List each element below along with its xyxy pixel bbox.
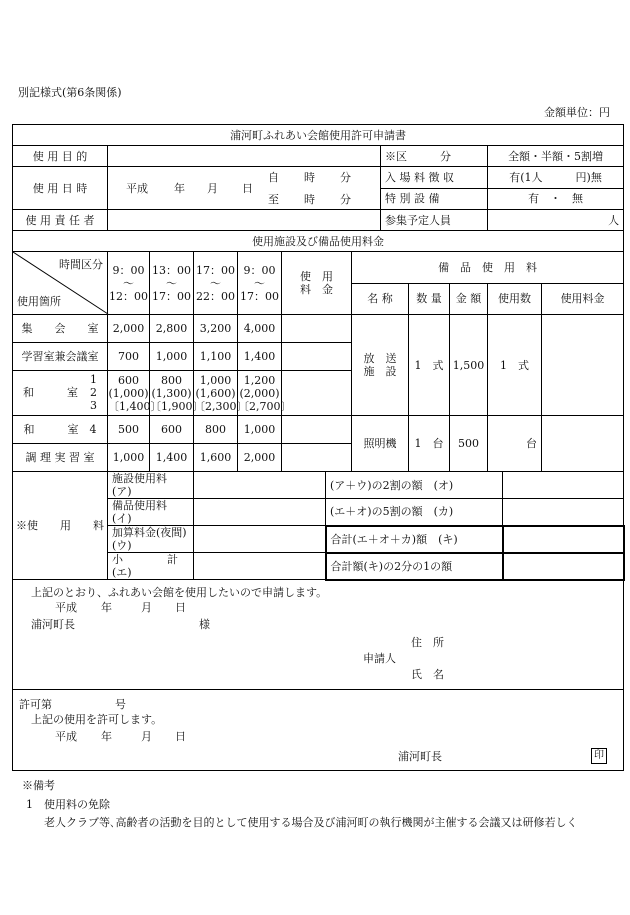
permit-text: 上記の使用を許可します。 bbox=[31, 712, 163, 726]
fee-calc-field[interactable] bbox=[503, 499, 624, 526]
table-row bbox=[13, 416, 624, 444]
application-text: 上記のとおり、ふれあい会館を使用したいので申請します。 bbox=[31, 585, 328, 599]
equip-col-price: 金 額 bbox=[450, 283, 488, 315]
manager-field[interactable] bbox=[108, 210, 381, 231]
fee-calc-field[interactable] bbox=[503, 472, 624, 499]
day: 日 bbox=[242, 182, 253, 195]
room-fee: 800 bbox=[194, 416, 238, 444]
app-month: 月 bbox=[141, 600, 152, 614]
form-title: 浦河町ふれあい会館使用許可申請書 bbox=[13, 125, 624, 146]
slot-start: 13：00 bbox=[152, 263, 191, 277]
permit-year: 年 bbox=[101, 729, 112, 743]
equip-used[interactable]: 台 bbox=[488, 416, 542, 472]
room-fee: 1,600 bbox=[194, 444, 238, 472]
admission-value[interactable]: 有(1人 円)無 bbox=[488, 167, 624, 189]
name-label: 氏 名 bbox=[411, 667, 444, 681]
year: 年 bbox=[174, 182, 185, 195]
slot-tilde: ～ bbox=[254, 276, 265, 290]
equip-fee-field[interactable] bbox=[542, 315, 624, 416]
room-sub: 1 bbox=[90, 373, 97, 386]
room-name: 調 理 実 習 室 bbox=[13, 444, 108, 472]
equip-qty: 1 台 bbox=[409, 416, 450, 472]
room-name: 集 会 室 bbox=[13, 315, 108, 343]
application-form-table bbox=[12, 124, 625, 771]
room-name: 和 室 4 bbox=[13, 416, 108, 444]
equip-price: 1,500 bbox=[450, 315, 488, 416]
class-value[interactable]: 全額・半額・5割増 bbox=[488, 146, 624, 167]
room-fee: 1,000 bbox=[150, 343, 194, 371]
room-fee: 1,400 bbox=[238, 343, 282, 371]
diagonal-header bbox=[13, 252, 108, 315]
room-fee: 2,800 bbox=[150, 315, 194, 343]
room-fee: 600 bbox=[150, 416, 194, 444]
slot-start: 17：00 bbox=[196, 263, 235, 277]
permit-go: 号 bbox=[115, 697, 126, 711]
slot-tilde: ～ bbox=[123, 276, 134, 290]
permit-section bbox=[13, 689, 624, 770]
mayor-label: 浦河町長 bbox=[398, 749, 442, 763]
room-fee: 1,100 bbox=[194, 343, 238, 371]
room-fee: 800 (1,300) 〔1,900〕 bbox=[150, 371, 194, 416]
location-label: 使用箇所 bbox=[17, 295, 61, 308]
date-field[interactable] bbox=[108, 167, 381, 210]
room-sub: 2 bbox=[90, 386, 97, 399]
slot-tilde: ～ bbox=[210, 276, 221, 290]
addressee: 浦河町長 bbox=[31, 617, 75, 631]
slot-end: 17：00 bbox=[152, 289, 191, 303]
equipment-header: 備 品 使 用 料 bbox=[352, 252, 624, 284]
fee-item-field[interactable] bbox=[194, 499, 326, 526]
fee-calc: (ア＋ウ)の2割の額 (オ) bbox=[326, 472, 503, 499]
equip-col-qty: 数 量 bbox=[409, 283, 450, 315]
slot-3 bbox=[194, 252, 238, 315]
fee-item-field[interactable] bbox=[194, 553, 326, 580]
fee-calc-total: 合計(エ＋オ＋カ)額 (キ) bbox=[326, 526, 503, 553]
app-day: 日 bbox=[175, 600, 186, 614]
honorific: 様 bbox=[199, 617, 210, 631]
permit-no-label: 許可第 bbox=[19, 697, 52, 711]
equip-qty: 1 式 bbox=[409, 315, 450, 416]
slot-end: 17：00 bbox=[240, 289, 279, 303]
fee-calc: (エ＋オ)の5割の額 (カ) bbox=[326, 499, 503, 526]
permit-era: 平成 bbox=[55, 729, 77, 743]
date-label: 使 用 日 時 bbox=[13, 167, 108, 210]
equip-col-fee: 使用料金 bbox=[542, 283, 624, 315]
special-value[interactable]: 有 ・ 無 bbox=[488, 188, 624, 210]
notes-item1: 1 使用料の免除 bbox=[26, 798, 110, 811]
app-year: 年 bbox=[101, 600, 112, 614]
room-fee: 2,000 bbox=[238, 444, 282, 472]
room-fee: 1,000 bbox=[108, 444, 150, 472]
slot-2 bbox=[150, 252, 194, 315]
table-row bbox=[13, 315, 624, 343]
fee-item: 備品使用料 (イ) bbox=[108, 499, 194, 526]
to-minute: 分 bbox=[340, 193, 351, 206]
equip-fee-field[interactable] bbox=[542, 416, 624, 472]
room-fee: 700 bbox=[108, 343, 150, 371]
fee-item: 加算料金(夜間)(ウ) bbox=[108, 526, 194, 553]
room-name-japanese bbox=[13, 371, 108, 416]
fee-item-field[interactable] bbox=[194, 526, 326, 553]
purpose-label: 使 用 目 的 bbox=[13, 146, 108, 167]
slot-end: 22：00 bbox=[196, 289, 235, 303]
form-reference: 別記様式(第6条関係) bbox=[18, 86, 122, 99]
attendees-label: 参集予定人員 bbox=[381, 210, 488, 231]
fee-calc-total-field[interactable] bbox=[503, 526, 624, 553]
room-fee: 1,200 (2,000) 〔2,700〕 bbox=[238, 371, 282, 416]
room-fee-field[interactable] bbox=[282, 444, 352, 472]
permit-day: 日 bbox=[175, 729, 186, 743]
fee-item: 小 計(エ) bbox=[108, 553, 194, 580]
room-fee: 500 bbox=[108, 416, 150, 444]
fee-item: 施設使用料 (ア) bbox=[108, 472, 194, 499]
purpose-field[interactable] bbox=[108, 146, 381, 167]
to-hour: 時 bbox=[304, 193, 315, 206]
equip-col-used: 使用数 bbox=[488, 283, 542, 315]
equip-col-name: 名 称 bbox=[352, 283, 409, 315]
application-section bbox=[13, 580, 624, 690]
special-label: 特 別 設 備 bbox=[381, 188, 488, 210]
amount-unit: 金額単位：円 bbox=[544, 106, 610, 119]
room-fee-field[interactable] bbox=[282, 371, 352, 416]
to: 至 bbox=[268, 193, 279, 206]
slot-start: 9：00 bbox=[112, 263, 145, 277]
slot-end: 12：00 bbox=[109, 289, 148, 303]
room-fee: 600 (1,000) 〔1,400〕 bbox=[108, 371, 150, 416]
attendees-value[interactable]: 人 bbox=[488, 210, 624, 231]
from-minute: 分 bbox=[340, 171, 351, 184]
fee-calc-half: 合計額(キ)の2分の1の額 bbox=[326, 553, 503, 580]
slot-start: 9：00 bbox=[243, 263, 276, 277]
month: 月 bbox=[207, 182, 218, 195]
time-category-label: 時間区分 bbox=[59, 258, 103, 271]
equip-used[interactable]: 1 式 bbox=[488, 315, 542, 416]
from-hour: 時 bbox=[304, 171, 315, 184]
room-fee-field[interactable] bbox=[282, 343, 352, 371]
room-fee: 3,200 bbox=[194, 315, 238, 343]
room-name: 学習室兼会議室 bbox=[13, 343, 108, 371]
fee-calc-half-field[interactable] bbox=[503, 553, 624, 580]
notes-item1-text: 老人クラブ等､高齢者の活動を目的として使用する場合及び浦河町の執行機関が主催する会議又は研修若しく bbox=[44, 816, 578, 829]
fee-item-field[interactable] bbox=[194, 472, 326, 499]
room-sub: 3 bbox=[90, 399, 97, 412]
room-fee: 1,400 bbox=[150, 444, 194, 472]
notes-title: ※備考 bbox=[22, 779, 55, 792]
room-name: 和 室 bbox=[23, 386, 78, 399]
room-fee-field[interactable] bbox=[282, 315, 352, 343]
room-fee: 1,000 bbox=[238, 416, 282, 444]
applicant-label: 申請人 bbox=[363, 651, 396, 665]
address-label: 住 所 bbox=[411, 635, 444, 649]
seal-icon: 印 bbox=[591, 748, 607, 764]
room-fee: 1,000 (1,600) 〔2,300〕 bbox=[194, 371, 238, 416]
fee-label: ※使 用 料 bbox=[13, 472, 108, 580]
room-fee-field[interactable] bbox=[282, 416, 352, 444]
from: 自 bbox=[268, 171, 279, 184]
slot-tilde: ～ bbox=[166, 276, 177, 290]
equip-name: 照明機 bbox=[352, 416, 409, 472]
usage-fee-column: 使 用 料 金 bbox=[282, 252, 352, 315]
equip-name: 放 送 施 設 bbox=[352, 315, 409, 416]
fee-header: 使用施設及び備品使用料金 bbox=[13, 231, 624, 252]
admission-label: 入 場 料 徴 収 bbox=[381, 167, 488, 189]
permit-month: 月 bbox=[141, 729, 152, 743]
room-fee: 2,000 bbox=[108, 315, 150, 343]
slot-4 bbox=[238, 252, 282, 315]
slot-1 bbox=[108, 252, 150, 315]
equip-price: 500 bbox=[450, 416, 488, 472]
manager-label: 使 用 責 任 者 bbox=[13, 210, 108, 231]
app-era: 平成 bbox=[55, 600, 77, 614]
room-fee: 4,000 bbox=[238, 315, 282, 343]
era: 平成 bbox=[126, 182, 148, 195]
class-label: ※区 分 bbox=[381, 146, 488, 167]
